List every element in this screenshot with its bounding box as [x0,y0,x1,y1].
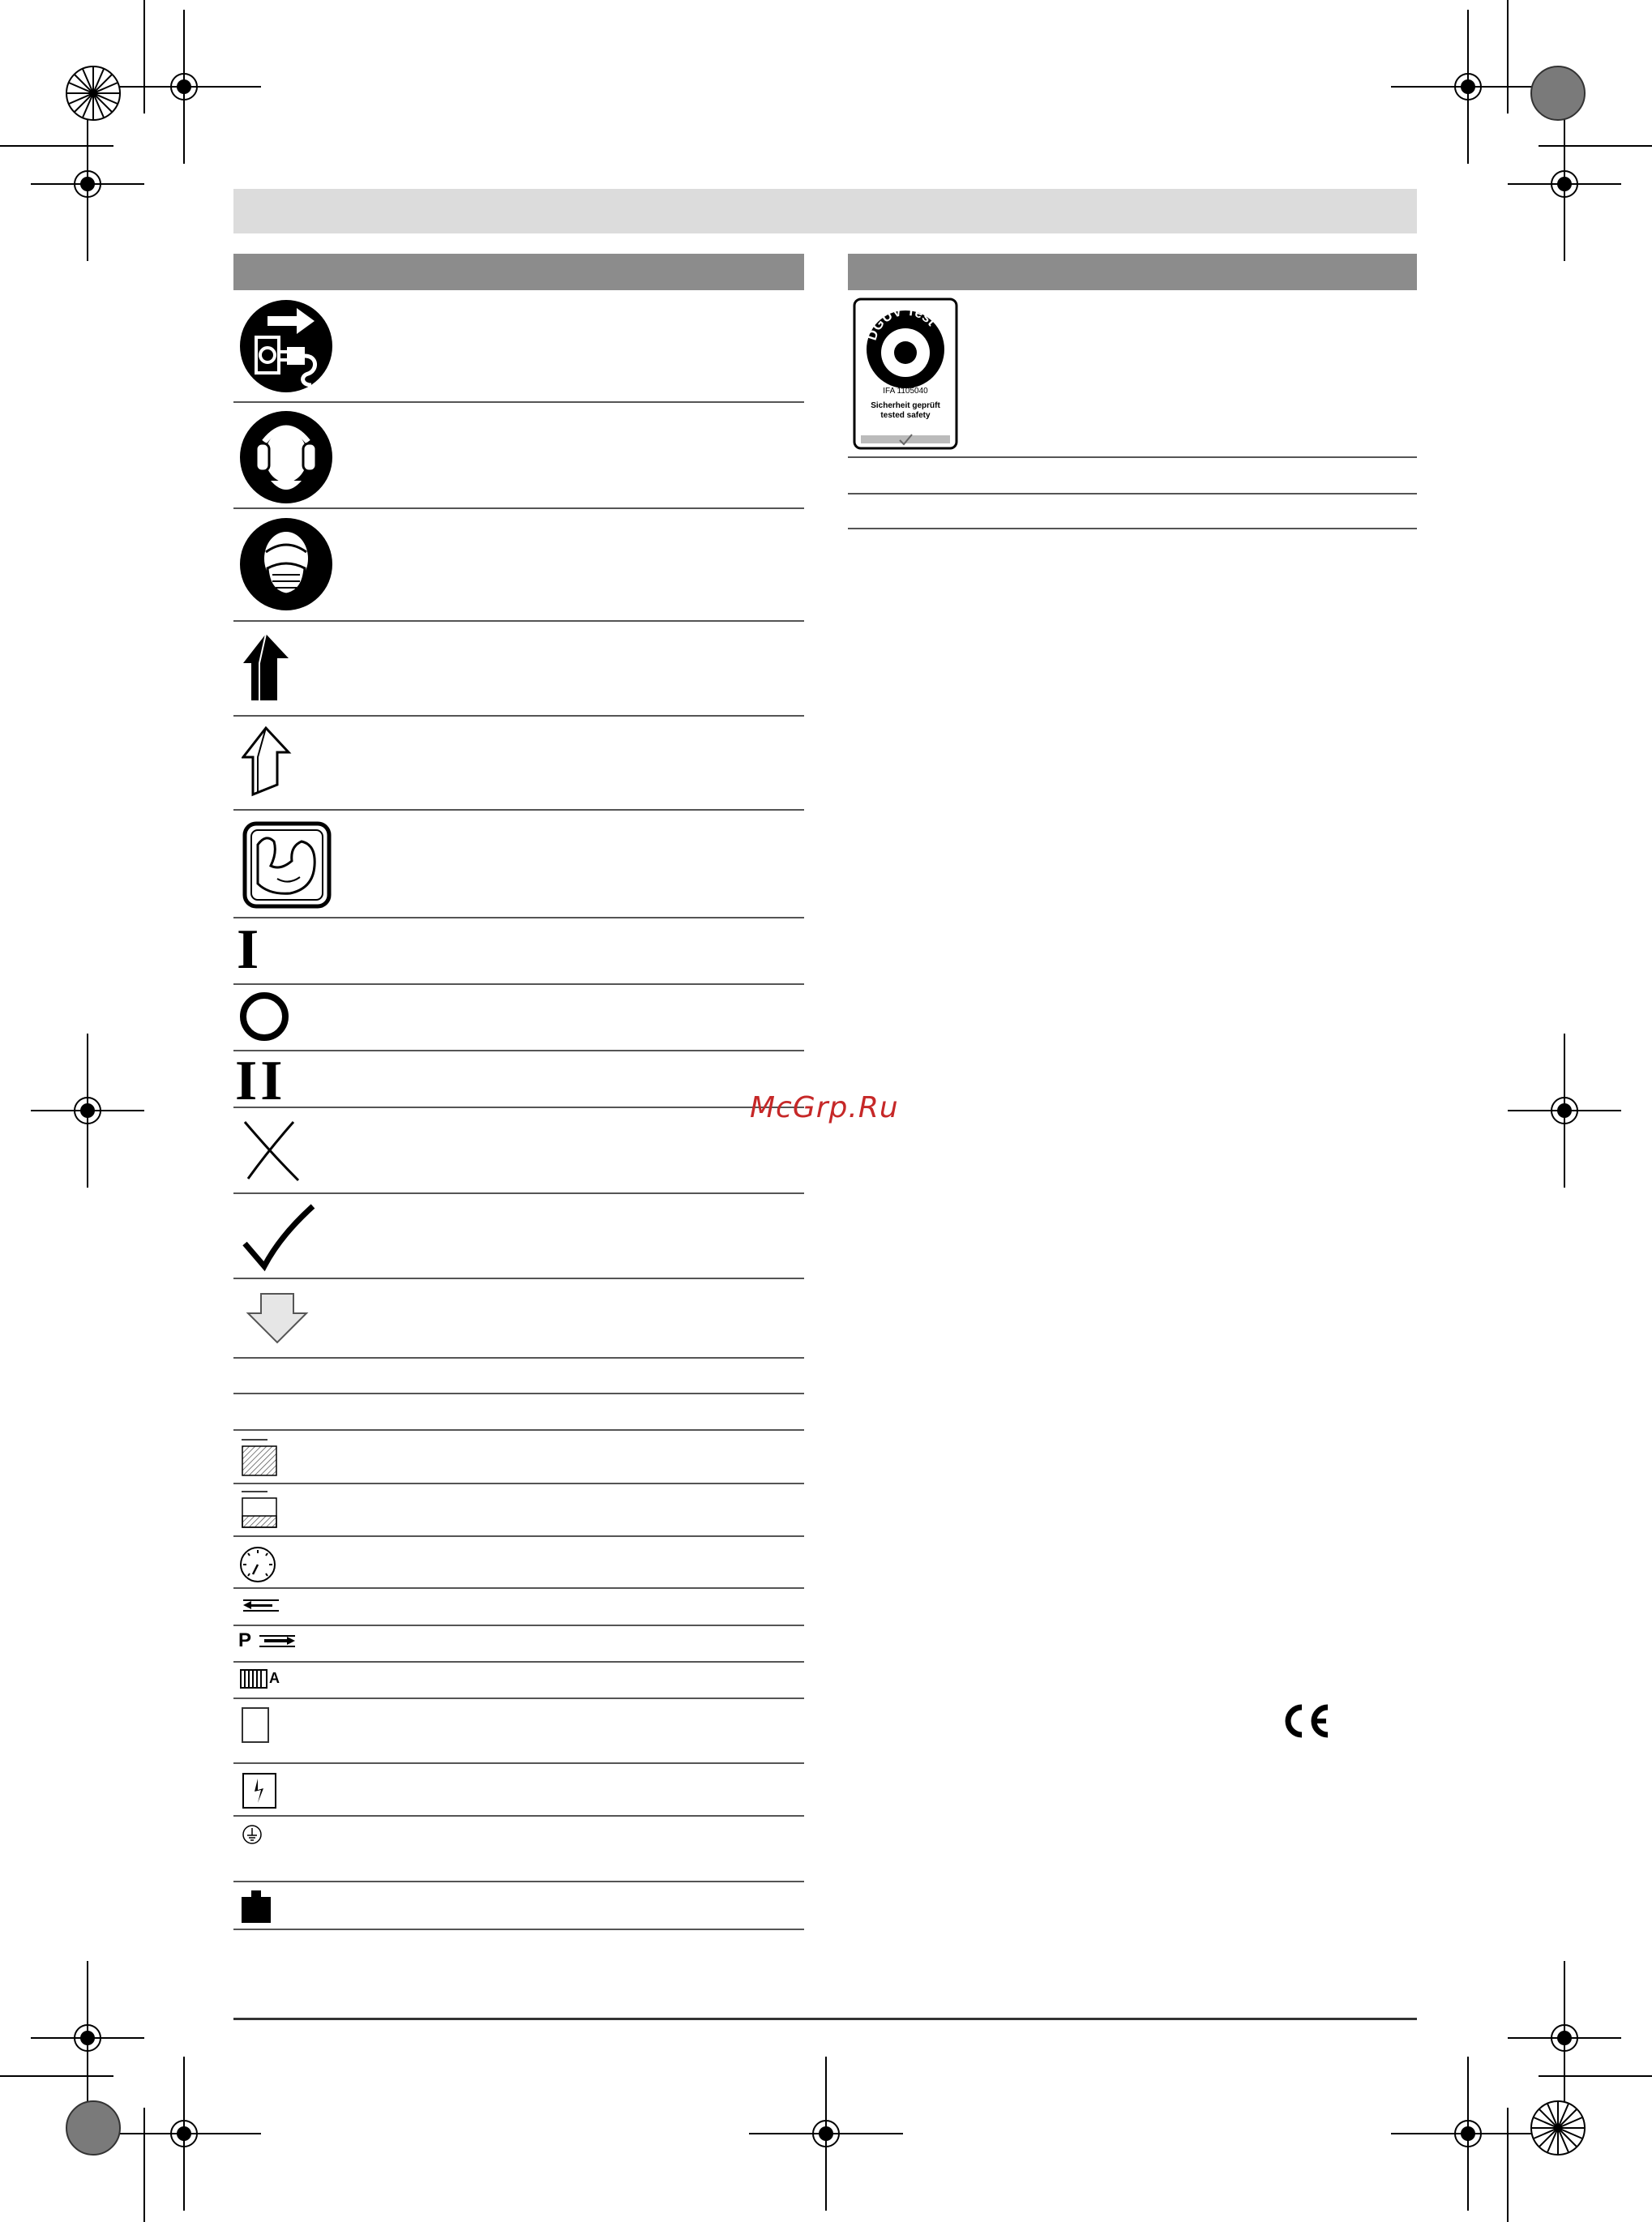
row-divider [233,1625,804,1626]
ground-icon [242,1824,263,1845]
row-divider [233,1429,804,1431]
dguv-line-2: tested safety [880,411,931,420]
row-divider [233,1698,804,1699]
voltage-icon [242,1772,277,1809]
row-divider [233,1815,804,1817]
row-divider [233,1050,804,1051]
row-divider [233,620,804,622]
ear-protection-icon [238,409,334,505]
cross-icon [240,1117,303,1184]
outline-arrow-up-icon [242,725,293,798]
row-divider [233,1192,804,1194]
svg-text:DGUV Test: DGUV Test [863,302,939,343]
switch-off-icon [238,991,290,1042]
row-divider [233,1929,804,1930]
check-icon [240,1203,316,1273]
battery-ampere-icon [240,1668,267,1689]
row-divider [233,507,804,509]
unplug-icon [238,298,334,394]
watermark: McGrp.Ru [750,1091,899,1124]
speed-setting-icon: II [235,1050,286,1112]
switch-on-icon: I [237,918,259,981]
row-divider [233,917,804,918]
row-divider [233,809,804,811]
dguv-code: IFA 1105040 [883,387,928,396]
footer-rule [233,2018,1417,2020]
max-cut-depth-icon [240,1438,279,1479]
speed-dial-icon [238,1545,277,1584]
row-divider [233,1535,804,1537]
min-cut-depth-icon [240,1490,279,1531]
row-divider [848,528,1417,529]
dguv-arc-text [853,298,958,395]
page-header-bar [233,189,1417,233]
weight-icon [240,1889,272,1924]
press-stroke-label: P [238,1629,252,1651]
ce-mark-icon [1278,1702,1333,1740]
blank-box-icon [242,1707,269,1743]
row-divider [233,1357,804,1359]
solid-arrow-up-icon [242,631,293,704]
row-divider [233,1393,804,1394]
row-divider [233,1762,804,1764]
row-divider [233,401,804,403]
left-column-header [233,254,804,290]
row-divider [233,1587,804,1589]
row-divider [233,1661,804,1663]
right-column-header [848,254,1417,290]
row-divider [233,1881,804,1882]
battery-ampere-label: A [269,1670,280,1686]
strength-arm-icon [242,820,332,910]
row-divider [848,493,1417,494]
dust-mask-icon [238,516,334,612]
row-divider [233,715,804,717]
row-divider [233,1278,804,1279]
row-divider [848,456,1417,458]
down-arrow-icon [245,1291,310,1346]
row-divider [233,1483,804,1484]
return-stroke-icon [240,1595,282,1613]
row-divider [233,983,804,985]
dguv-line-1: Sicherheit geprüft [871,401,940,410]
press-stroke-icon [256,1633,298,1650]
row-divider [233,1107,804,1108]
